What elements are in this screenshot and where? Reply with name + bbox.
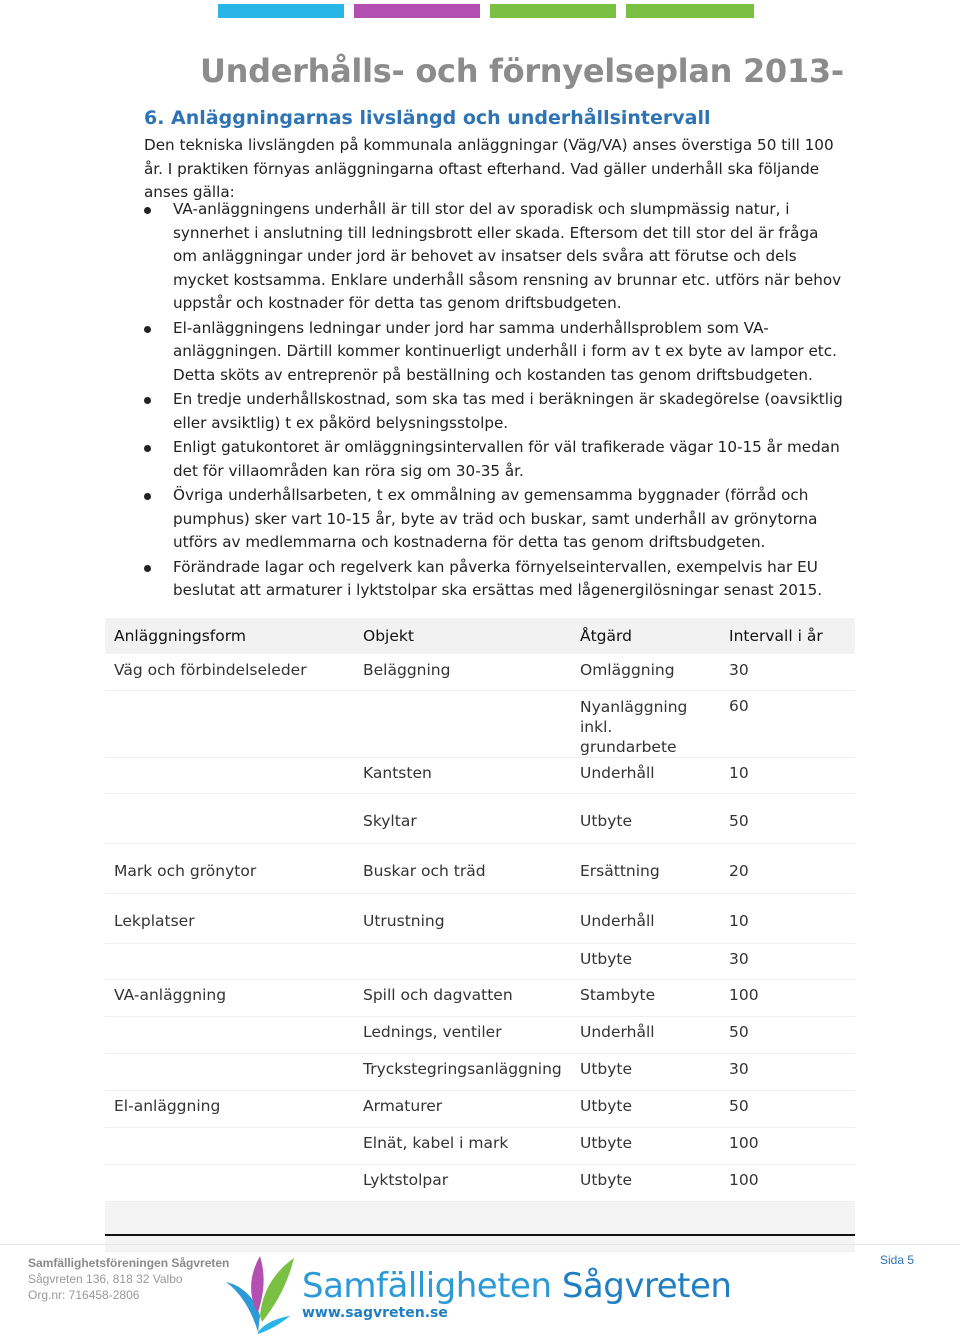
list-item: VA-anläggningens underhåll är till stor del av sporadisk och slumpmässig natur, i synnerhet i anslutning till ledningsbrott eller skada. Eftersom det till stor del är fråga om anläggningar under jord är behovet av insatser dels svåra att förutse och dels mycket kostsamma. Enklare underhåll såsom rensning av brunnar etc. utförs när behov uppstår och kostnader för detta tas genom driftsbudgeten. bbox=[144, 198, 844, 316]
column-header: Åtgärd bbox=[571, 618, 720, 655]
bullet-icon bbox=[144, 565, 151, 572]
bullet-icon bbox=[144, 397, 151, 404]
table-row: VA-anläggning Spill och dagvatten Stambyte 100 bbox=[105, 980, 855, 1017]
color-bar-green bbox=[490, 4, 616, 18]
table-row: Väg och förbindelseleder Beläggning Omläggning 30 bbox=[105, 655, 855, 691]
footer-divider bbox=[0, 1244, 960, 1245]
footer-logo-text: Samfälligheten Sågvreten bbox=[302, 1266, 732, 1306]
table-row: Lednings, ventiler Underhåll 50 bbox=[105, 1017, 855, 1054]
maintenance-table bbox=[105, 618, 855, 1252]
bullet-icon bbox=[144, 445, 151, 452]
section-heading: 6. Anläggningarnas livslängd och underhållsintervall bbox=[144, 107, 711, 129]
intro-paragraph: Den tekniska livslängden på kommunala anläggningar (Väg/VA) anses överstiga 50 till 100 år. I praktiken förnyas anläggningarna oftast efterhand. Vad gäller underhåll ska följande anses gälla: bbox=[144, 136, 834, 201]
table-row: Tryckstegringsanläggning Utbyte 30 bbox=[105, 1054, 855, 1091]
list-item: En tredje underhållskostnad, som ska tas med i beräkningen är skadegörelse (oavsiktlig eller avsiktlig) t ex påkörd belysningsstolpe. bbox=[144, 388, 844, 435]
list-item: Enligt gatukontoret är omläggningsintervallen för väl trafikerade vägar 10-15 år medan det för villaområden kan röra sig om 30-35 år. bbox=[144, 436, 844, 483]
table-row: Elnät, kabel i mark Utbyte 100 bbox=[105, 1128, 855, 1165]
color-bar-purple bbox=[354, 4, 480, 18]
footer-org-nr: Org.nr: 716458-2806 bbox=[28, 1288, 140, 1302]
bullet-icon bbox=[144, 493, 151, 500]
page-number: Sida 5 bbox=[880, 1253, 915, 1267]
leaf-logo-icon bbox=[218, 1252, 298, 1336]
footer-address-block bbox=[28, 1255, 229, 1303]
table-row: Nyanläggning inkl. grundarbete 60 bbox=[105, 691, 855, 758]
list-item: El-anläggningens ledningar under jord har samma underhållsproblem som VA-anläggningen. Därtill kommer kontinuerligt underhåll i form av t ex byte av lampor etc. Detta sköts av entreprenör på beställning och kostanden tas genom driftsbudgeten. bbox=[144, 317, 844, 388]
table-row: Skyltar Utbyte 50 bbox=[105, 794, 855, 844]
column-header: Intervall i år bbox=[720, 618, 855, 655]
footer-address: Sågvreten 136, 818 32 Valbo bbox=[28, 1272, 183, 1286]
table-row: Mark och grönytor Buskar och träd Ersättning 20 bbox=[105, 844, 855, 894]
table-row: El-anläggning Armaturer Utbyte 50 bbox=[105, 1091, 855, 1128]
table-bottom-rule bbox=[105, 1234, 855, 1236]
bullet-icon bbox=[144, 207, 151, 214]
footer-website-link[interactable]: www.sagvreten.se bbox=[302, 1305, 448, 1321]
page-title: Underhålls- och förnyelseplan 2013- bbox=[200, 52, 844, 90]
table-row: Lekplatser Utrustning Underhåll 10 bbox=[105, 894, 855, 944]
color-bar-green-2 bbox=[626, 4, 754, 18]
list-item: Övriga underhållsarbeten, t ex ommålning av gemensamma byggnader (förråd och pumphus) sker vart 10-15 år, byte av träd och buskar, samt underhåll av grönytorna utförs av medlemmarna och kostnaderna för detta tas genom driftsbudgeten. bbox=[144, 484, 844, 555]
footer-org-name: Samfällighetsföreningen Sågvreten bbox=[28, 1256, 230, 1270]
table-header-row bbox=[105, 618, 855, 655]
column-header: Anläggningsform bbox=[105, 618, 354, 655]
table-row: Lyktstolpar Utbyte 100 bbox=[105, 1165, 855, 1202]
bullet-list bbox=[144, 198, 844, 604]
list-item: Förändrade lagar och regelverk kan påverka förnyelseintervallen, exempelvis har EU beslutat att armaturer i lyktstolpar ska ersättas med lågenergilösningar senast 2015. bbox=[144, 556, 844, 603]
table-row: Utbyte 30 bbox=[105, 944, 855, 980]
column-header: Objekt bbox=[354, 618, 571, 655]
color-bar-blue bbox=[218, 4, 344, 18]
table-row: Kantsten Underhåll 10 bbox=[105, 758, 855, 794]
bullet-icon bbox=[144, 326, 151, 333]
